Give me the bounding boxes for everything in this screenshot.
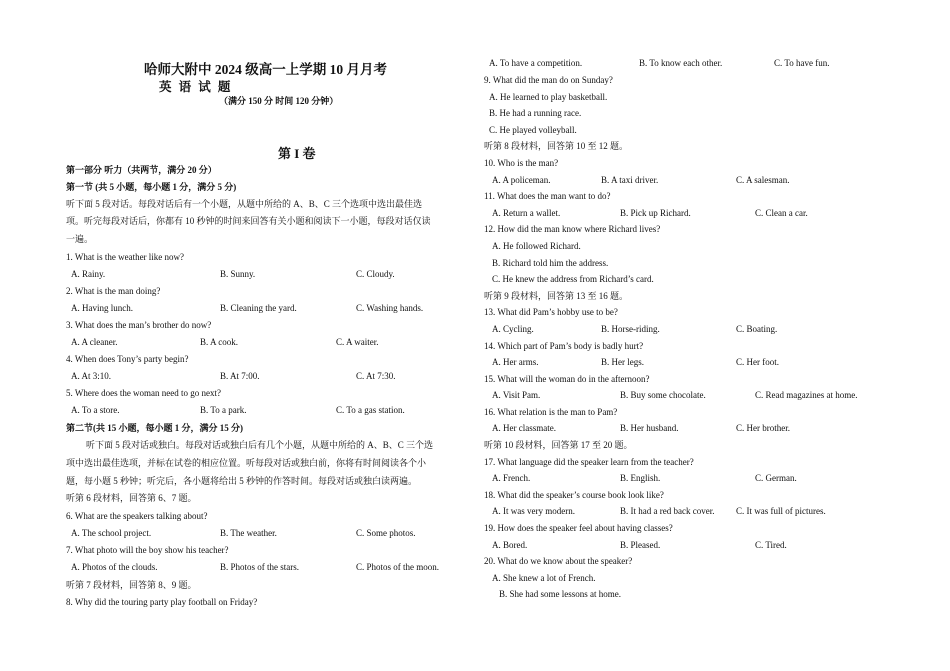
- q3-option-a: A. A cleaner.: [71, 337, 118, 347]
- section2-instruction-1: 听下面 5 段对话或独白。每段对话或独白后有几个小题，从题中所给的 A、B、C 三个选: [86, 440, 434, 450]
- q19-option-b: B. Pleased.: [620, 540, 661, 550]
- material-note-8: 听第 8 段材料，回答第 10 至 12 题。: [484, 141, 629, 151]
- section1-instruction-3: 一遍。: [66, 234, 94, 244]
- question-3: 3. What does the man’s brother do now?: [66, 320, 212, 330]
- q20-option-b: B. She had some lessons at home.: [499, 589, 621, 599]
- q17-option-a: A. French.: [492, 473, 531, 483]
- q20-option-a: A. She knew a lot of French.: [492, 573, 596, 583]
- q2-option-b: B. Cleaning the yard.: [220, 303, 297, 313]
- exam-subject: 英 语 试 题: [159, 80, 233, 94]
- section1-instruction-2: 项。听完每段对话后，你都有 10 秒钟的时间来回答有关小题和阅读下一小题，每段对话仅读: [66, 216, 431, 226]
- q18-option-c: C. It was full of pictures.: [736, 506, 826, 516]
- q14-option-a: A. Her arms.: [492, 357, 539, 367]
- q6-option-c: C. Some photos.: [356, 528, 416, 538]
- q3-option-b: B. A cook.: [200, 337, 239, 347]
- question-16: 16. What relation is the man to Pam?: [484, 407, 618, 417]
- q10-option-b: B. A taxi driver.: [601, 175, 659, 185]
- q5-option-c: C. To a gas station.: [336, 405, 405, 415]
- q4-option-c: C. At 7:30.: [356, 371, 396, 381]
- q7-option-b: B. Photos of the stars.: [220, 562, 300, 572]
- question-11: 11. What does the man want to do?: [484, 191, 611, 201]
- q18-option-b: B. It had a red back cover.: [620, 506, 715, 516]
- q5-option-a: A. To a store.: [71, 405, 120, 415]
- q8-option-b: B. To know each other.: [639, 58, 723, 68]
- section1-instruction-1: 听下面 5 段对话。每段对话后有一个小题，从题中所给的 A、B、C 三个选项中选出最佳选: [66, 199, 423, 209]
- q8-option-c: C. To have fun.: [774, 58, 830, 68]
- question-2: 2. What is the man doing?: [66, 286, 161, 296]
- q7-option-c: C. Photos of the moon.: [356, 562, 440, 572]
- section1-title: 第一节 (共 5 小题，每小题 1 分，满分 5 分): [66, 182, 237, 192]
- material-note-7: 听第 7 段材料，回答第 8、9 题。: [66, 580, 197, 590]
- q6-option-b: B. The weather.: [220, 528, 277, 538]
- question-8: 8. Why did the touring party play football on Friday?: [66, 597, 258, 607]
- question-1: 1. What is the weather like now?: [66, 252, 185, 262]
- question-10: 10. Who is the man?: [484, 158, 559, 168]
- q14-option-c: C. Her foot.: [736, 357, 779, 367]
- material-note-6: 听第 6 段材料，回答第 6、7 题。: [66, 493, 197, 503]
- section2-title: 第二节(共 15 小题，每小题 1 分，满分 15 分): [66, 423, 243, 433]
- question-19: 19. How does the speaker feel about having classes?: [484, 523, 673, 533]
- q16-option-a: A. Her classmate.: [492, 423, 556, 433]
- q2-option-c: C. Washing hands.: [356, 303, 424, 313]
- section2-instruction-3: 题，每小题 5 秒钟；听完后，各小题将给出 5 秒钟的作答时间。每段对话或独白读两遍。: [66, 476, 418, 486]
- q13-option-c: C. Boating.: [736, 324, 778, 334]
- question-9: 9. What did the man do on Sunday?: [484, 75, 613, 85]
- q12-option-a: A. He followed Richard.: [492, 241, 581, 251]
- question-6: 6. What are the speakers talking about?: [66, 511, 208, 521]
- question-13: 13. What did Pam’s hobby use to be?: [484, 307, 618, 317]
- part1-title: 第一部分 听力（共两节，满分 20 分）: [66, 165, 217, 175]
- question-14: 14. Which part of Pam’s body is badly hurt?: [484, 341, 644, 351]
- q3-option-c: C. A waiter.: [336, 337, 379, 347]
- material-note-10: 听第 10 段材料，回答第 17 至 20 题。: [484, 440, 633, 450]
- q5-option-b: B. To a park.: [200, 405, 247, 415]
- q19-option-c: C. Tired.: [755, 540, 787, 550]
- material-note-9: 听第 9 段材料，回答第 13 至 16 题。: [484, 291, 629, 301]
- question-17: 17. What language did the speaker learn from the teacher?: [484, 457, 694, 467]
- question-5: 5. Where does the woman need to go next?: [66, 388, 222, 398]
- question-4: 4. When does Tony’s party begin?: [66, 354, 189, 364]
- q19-option-a: A. Bored.: [492, 540, 528, 550]
- q12-option-c: C. He knew the address from Richard’s card.: [492, 274, 654, 284]
- question-20: 20. What do we know about the speaker?: [484, 556, 633, 566]
- q17-option-b: B. English.: [620, 473, 661, 483]
- q8-option-a: A. To have a competition.: [489, 58, 583, 68]
- question-18: 18. What did the speaker’s course book look like?: [484, 490, 664, 500]
- q11-option-b: B. Pick up Richard.: [620, 208, 691, 218]
- q1-option-a: A. Rainy.: [71, 269, 106, 279]
- q10-option-c: C. A salesman.: [736, 175, 790, 185]
- q4-option-a: A. At 3:10.: [71, 371, 112, 381]
- question-7: 7. What photo will the boy show his teacher?: [66, 545, 229, 555]
- q11-option-c: C. Clean a car.: [755, 208, 808, 218]
- q14-option-b: B. Her legs.: [601, 357, 644, 367]
- score-time: （满分 150 分 时间 120 分钟）: [219, 96, 339, 106]
- exam-title: 哈师大附中 2024 级高一上学期 10 月月考: [144, 62, 387, 77]
- q2-option-a: A. Having lunch.: [71, 303, 133, 313]
- section2-instruction-2: 项中选出最佳选项，并标在试卷的相应位置。听每段对话或独白前，你将有时间阅读各个小: [66, 458, 427, 468]
- q15-option-b: B. Buy some chocolate.: [620, 390, 706, 400]
- q9-option-b: B. He had a running race.: [489, 108, 582, 118]
- question-15: 15. What will the woman do in the afternoon?: [484, 374, 650, 384]
- q18-option-a: A. It was very modern.: [492, 506, 575, 516]
- q17-option-c: C. German.: [755, 473, 797, 483]
- q15-option-c: C. Read magazines at home.: [755, 390, 858, 400]
- q13-option-a: A. Cycling.: [492, 324, 534, 334]
- q16-option-c: C. Her brother.: [736, 423, 790, 433]
- q16-option-b: B. Her husband.: [620, 423, 679, 433]
- q9-option-c: C. He played volleyball.: [489, 125, 577, 135]
- q6-option-a: A. The school project.: [71, 528, 152, 538]
- volume-heading: 第 I 卷: [278, 146, 316, 161]
- q15-option-a: A. Visit Pam.: [492, 390, 541, 400]
- q13-option-b: B. Horse-riding.: [601, 324, 660, 334]
- q1-option-c: C. Cloudy.: [356, 269, 395, 279]
- q1-option-b: B. Sunny.: [220, 269, 256, 279]
- q7-option-a: A. Photos of the clouds.: [71, 562, 158, 572]
- q9-option-a: A. He learned to play basketball.: [489, 92, 608, 102]
- q11-option-a: A. Return a wallet.: [492, 208, 561, 218]
- question-12: 12. How did the man know where Richard lives?: [484, 224, 661, 234]
- q4-option-b: B. At 7:00.: [220, 371, 260, 381]
- q10-option-a: A. A policeman.: [492, 175, 551, 185]
- q12-option-b: B. Richard told him the address.: [492, 258, 609, 268]
